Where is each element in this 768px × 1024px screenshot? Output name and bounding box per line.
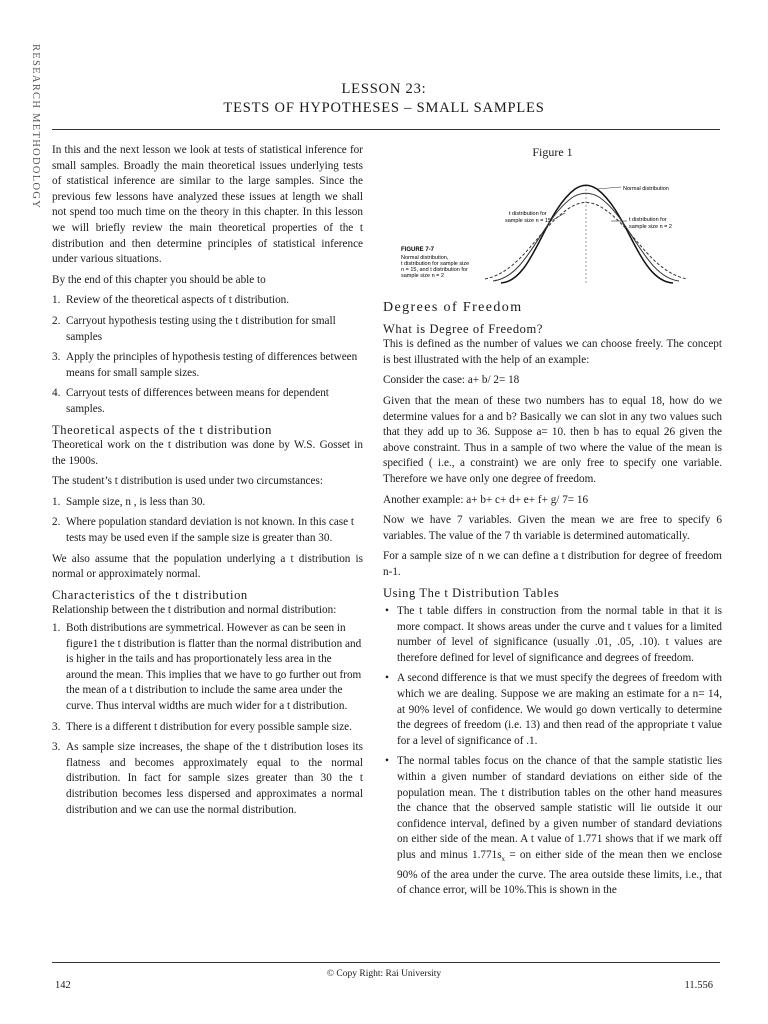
label-t15-b: sample size n = 15 [505,218,552,224]
another-example: Another example: a+ b+ c+ d+ e+ f+ g/ 7= 16 [383,493,589,506]
case-paragraph: Consider the case: a+ b/ 2= 18 [383,374,520,387]
header-rule [52,129,720,130]
objectives-lead: By the end of this chapter you should be able to [52,273,266,286]
list-item: 3. As sample size increases, the shape of the t distribution loses its flatness and becomes approximately equal to the normal distribution. In fact for sample sizes greater than 30 the t distribution becomes less dispersed and approximates a normal distribution and we can use the normal distribution. [52,741,363,816]
left-column [52,143,363,823]
list-item: 1. Both distributions are symmetrical. However as can be seen in figure1 the t distribution is flatter than the normal distribution and is higher in the tails and has proportionately less area in the around the mean. This implies that we have to go further out from the mean of a t distribution to include the same area under the curve. Thus interval widths are much wider for a t distribution. [52,622,362,712]
seven-variables-paragraph: Now we have 7 variables. Given the mean we are free to specify 6 variables. The value of the 7 th variable is determined automatically. [383,514,722,542]
page-number: 142 [55,980,71,991]
list-item: 4. Carryout tests of differences between means for dependent samples. [52,387,329,415]
figure-desc-1: Normal distribution, [401,255,449,261]
list-item: • A second difference is that we must specify the degrees of freedom with which we are dealing. Suppose we are making an estimate for a n= 14, at 90% level of confidence. We would go down vertically to determine the degrees of freedom (i.e. 13) and then read of the appropriate t value for a level of significance of .1. [383,671,722,749]
side-running-head: RESEARCH METHODOLOGY [30,44,41,210]
list-item: • The t table differs in construction from the normal table in that it is more compact. It shows areas under the curve and t values for a limited number of level of significance (usually .01, .05, .10). t values are therefore defined for level of significance and degrees of freedom. [383,604,722,666]
definition-paragraph: This is defined as the number of values we can choose freely. The concept is best illustrated with the help of an example: [383,338,722,366]
given-paragraph: Given that the mean of these two numbers has to equal 18, how do we determine values for a and b? Basically we can slot in any two values such that they add up to 36. Suppose a= 10. then b has to equal 26 given the above constraint. Thus in a sample of two where the value of the mean is specified ( i.e., a constraint) we are only free to specify one variable. Therefore we have only one degree of freedom. [383,394,722,485]
label-normal: Normal distribution [623,186,669,192]
list-item: 1. Sample size, n , is less than 30. [52,495,206,508]
list-item: 2. Where population standard deviation is not known. In this case t tests may be used even if the sample size is greater than 30. [52,516,355,545]
figure-1 [383,143,722,293]
figure-desc-3: n = 15, and t distribution for [401,267,468,273]
list-item: 1. Review of the theoretical aspects of t distribution. [52,294,290,307]
t-table-bullets [383,604,722,899]
heading-degrees-of-freedom: Degrees of Freedom [383,300,523,315]
list-item: 3. There is a different t distribution for every possible sample size. [52,720,352,733]
objectives-list [52,293,363,417]
list-item: 2. Carryout hypothesis testing using the t distribution for small samples [52,314,336,343]
characteristics-list [52,621,363,818]
copyright: © Copy Right: Rai University [326,969,442,979]
heading-characteristics: Characteristics of the t distribution [52,587,248,602]
intro-paragraph: In this and the next lesson we look at tests of statistical inference for small samples. Broadly the main theoretical issues underlying tests of statistical inference are similar to the large samples. Since the previous few lessons have analyzed these issues at length we shall not spend too much time on the theory in this chapter. In this lesson we will briefly review the main theoretical properties of the t distribution and then determine principles of statistical inference under various situations. [52,144,363,266]
assumption-paragraph: We also assume that the population underlying a t distribution is normal or approximately normal. [52,552,363,581]
relationship-lead: Relationship between the t distribution and normal distribution: [52,604,337,617]
theory-paragraph: Theoretical work on the t distribution was done by W.S. Gosset in the 1900s. [52,439,363,467]
list-item: • The normal tables focus on the chance of that the sample statistic lies within a given number of standard deviations on either side of the population mean. The t distribution tables on the other hand measures the chance that the observed sample statistic will lie outside it our confidence interval, defined by a given number of standard deviations on either side of the mean. A t value of 1.771 shows that if we mark off plus and minus $1.771s_x$ = on either side of the mean then we enclose 90% of the area under the curve. The area outside these limits, i.e., that of chance error, will be 10%.This is shown in the [383,754,722,899]
label-t15-a: t distribution for [509,211,547,217]
sample-size-paragraph: For a sample size of n we can define a t distribution for degree of freedom n-1. [383,550,722,578]
normal-curve [501,185,673,283]
heading-what-is-dof: What is Degree of Freedom? [383,321,543,336]
lesson-number: LESSON 23: [341,81,427,97]
heading-using-tables: Using The t Distribution Tables [383,585,560,600]
right-column [383,300,722,904]
figure-desc-4: sample size n = 2 [401,273,444,279]
circumstances-list [52,495,363,547]
figure-inner-title: FIGURE 7-7 [401,247,435,253]
distribution-chart [383,143,722,293]
list-item: 3. Apply the principles of hypothesis testing of differences between means for small sample sizes. [52,351,358,379]
label-t2-a: t distribution for [629,217,667,223]
page-title [0,80,768,118]
label-t2-b: sample size n = 2 [629,224,672,230]
circumstances-lead: The student’s t distribution is used under two circumstances: [52,475,323,488]
heading-theoretical-aspects: Theoretical aspects of the t distribution [52,422,273,437]
document-code: 11.556 [684,980,713,991]
lesson-title: TESTS OF HYPOTHESES – SMALL SAMPLES [223,100,545,116]
normal-label-leader [597,187,621,189]
footer-rule [52,962,720,963]
figure-desc-2: t distribution for sample size [401,261,470,267]
figure-caption: Figure 1 [532,145,573,159]
